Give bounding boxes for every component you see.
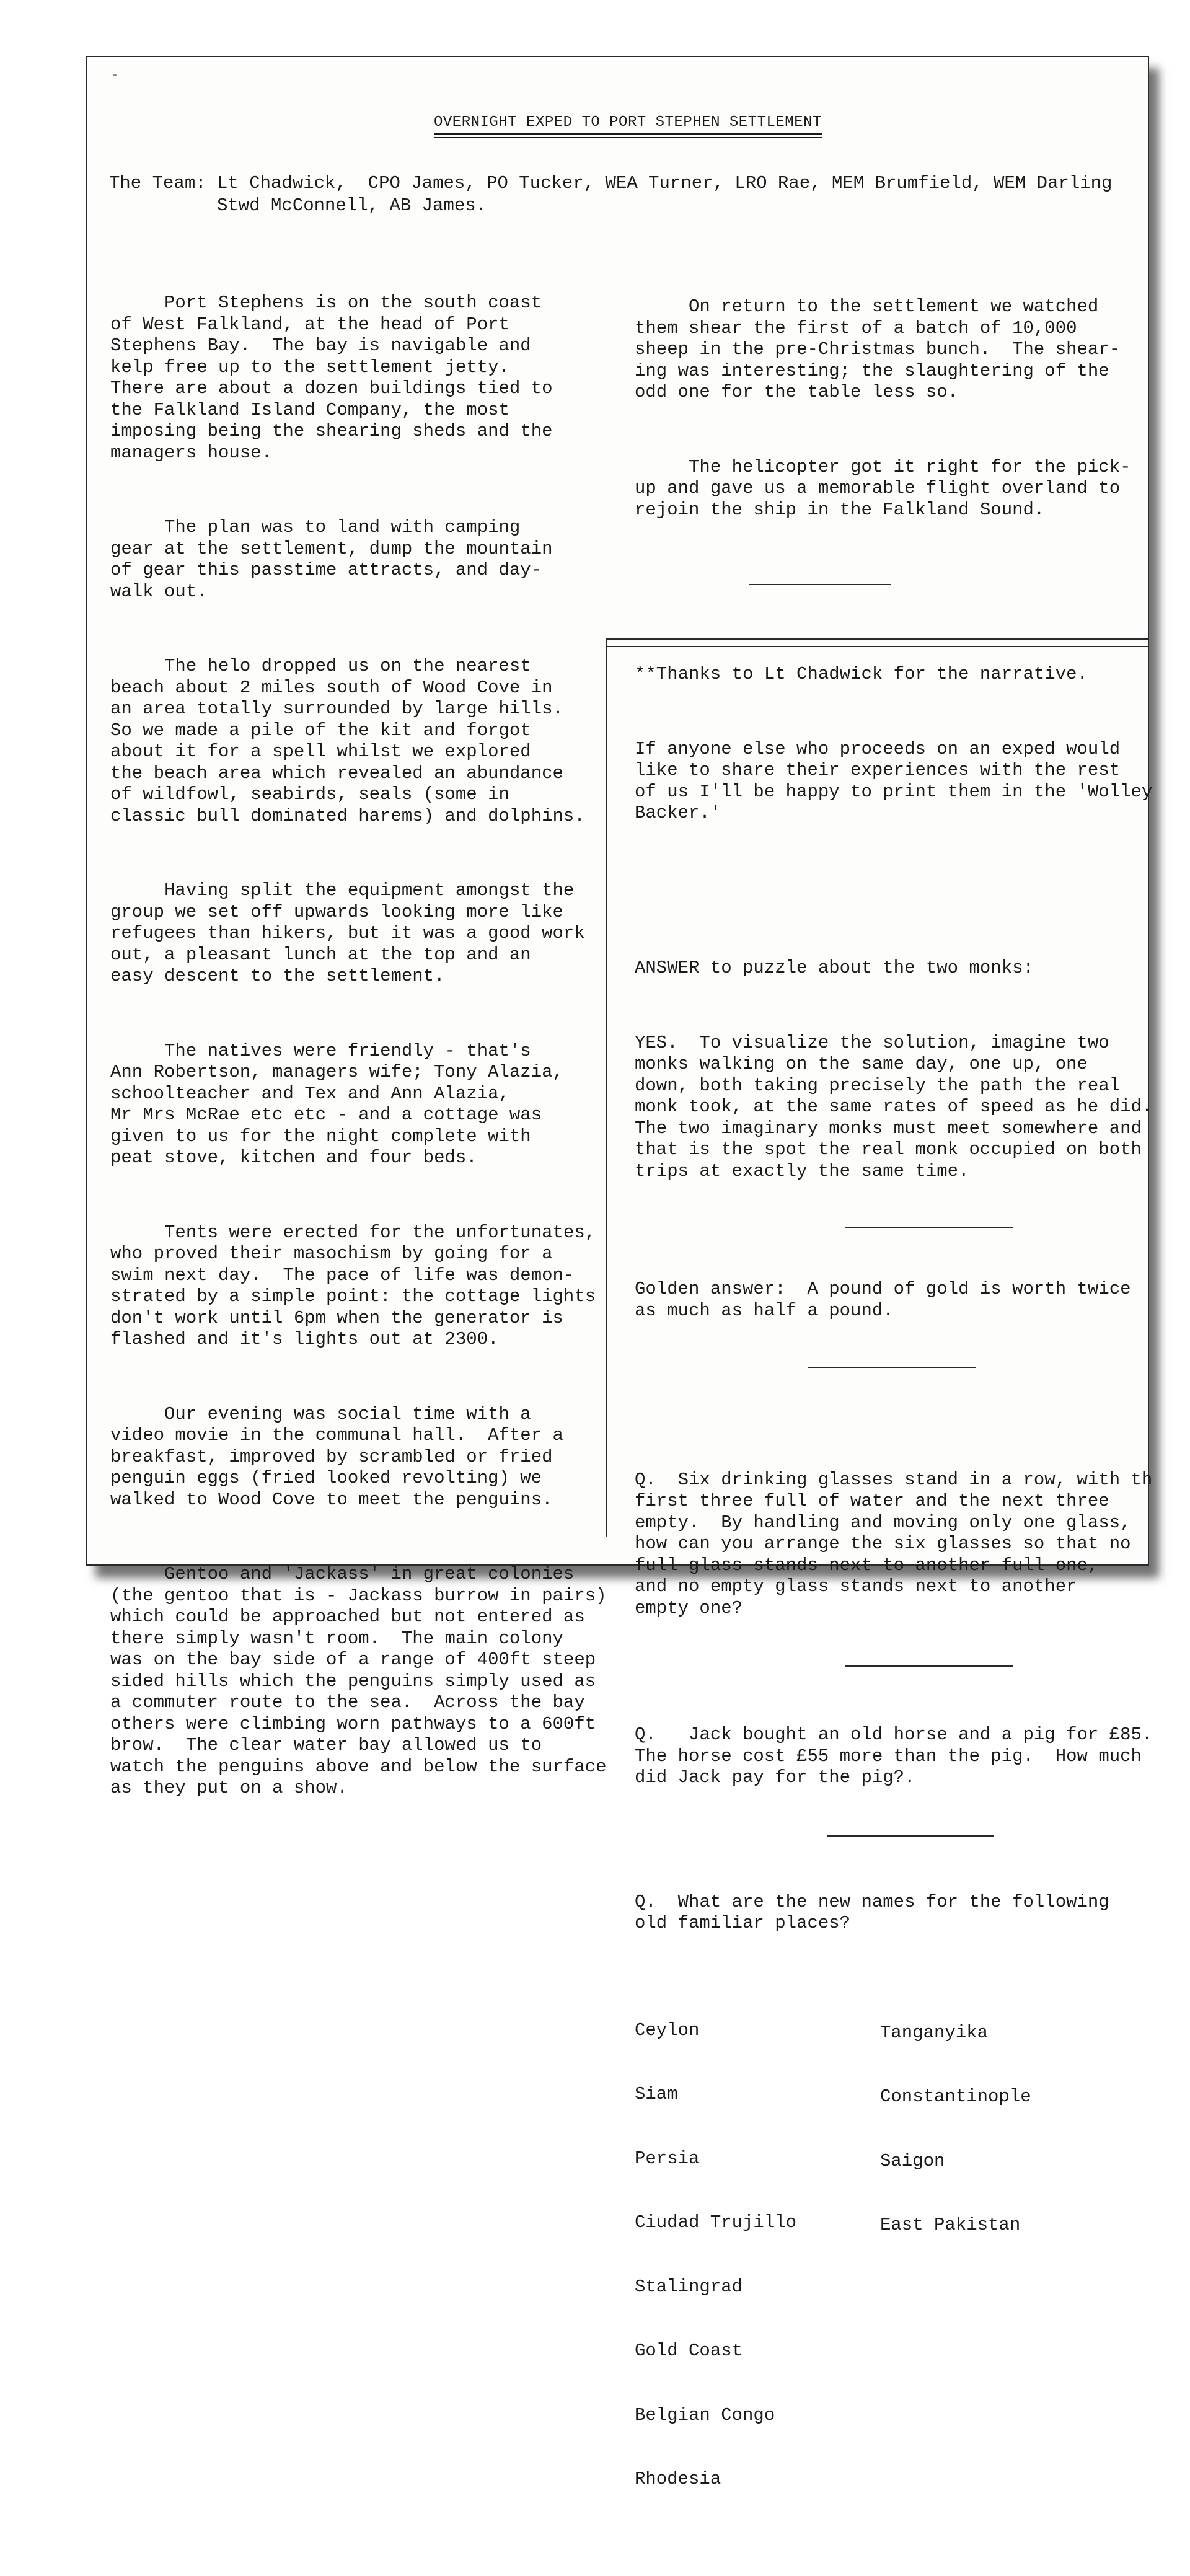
place-item: Persia bbox=[635, 2148, 700, 2169]
column-divider bbox=[606, 638, 607, 1537]
place-item: Constantinople bbox=[880, 2086, 1031, 2107]
place-item: Saigon bbox=[880, 2150, 945, 2171]
right-column bbox=[635, 254, 1153, 2576]
thanks-note: **Thanks to Lt Chadwick for the narrative. bbox=[635, 664, 1088, 684]
paragraph: Port Stephens is on the south coast of West Falkland, at the head of Port Stephens Bay. The bay is navigable and kelp free up to the settlement jetty. There are about a dozen buildings tied to the Falkland Island Company, the most imposing being the shearing sheds and the managers house. bbox=[110, 293, 553, 463]
question-glasses: Q. Six drinking glasses stand in a row, with th first three full of water and the next three empty. By handling and moving only one glass, how can you arrange the six glasses so that no full glass stands next to another full one, and no empty glass stands next to another empty one? bbox=[635, 1469, 1153, 1618]
paragraph: Tents were erected for the unfortunates, who proved their masochism by going for a swim next day. The pace of life was demon- strated by a simple point: the cottage lights don't work until 6pm when the generator is flashed and it's lights out at 2300. bbox=[110, 1222, 596, 1349]
question-places: Q. What are the new names for the following old familiar places? bbox=[635, 1891, 1109, 1933]
place-item: East Pakistan bbox=[880, 2215, 1021, 2235]
place-item: Siam bbox=[635, 2084, 678, 2104]
short-rule bbox=[808, 1367, 976, 1368]
team-line-2: Stwd McConnell, AB James. bbox=[217, 195, 487, 216]
golden-answer: Golden answer: A pound of gold is worth twice as much as half a pound. bbox=[635, 1279, 1131, 1321]
paragraph: Our evening was social time with a video movie in the communal hall. After a breakfast, improved by scrambled or fried penguin eggs (fried looked revolting) we walked to Wood Cove to meet the penguins. bbox=[110, 1403, 563, 1510]
question-horse: Q. Jack bought an old horse and a pig for £85. The horse cost £55 more than the pig. How much did Jack pay for the pig?. bbox=[635, 1724, 1153, 1788]
paragraph: The helicopter got it right for the pick- up and gave us a memorable flight overland to rejoin the ship in the Falkland Sound. bbox=[635, 456, 1131, 520]
paragraph: Gentoo and 'Jackass' in great colonies (the gentoo that is - Jackass burrow in pairs) which could be approached but not entered as there simply wasn't room. The main colony was on the bay side of a range of 400ft steep sided hills which the penguins simply used as a commuter route to the sea. Across the bay others were climbing worn pathways to a 600ft brow. The clear water bay allowed us to watch the penguins above and below the surface as they put on a show. bbox=[110, 1564, 607, 1798]
team-line-1: The Team: Lt Chadwick, CPO James, PO Tucker, WEA Turner, LRO Rae, MEM Brumfield, WEM Darling bbox=[109, 173, 1113, 193]
paragraph: On return to the settlement we watched them shear the first of a batch of 10,000 sheep in the pre-Christmas bunch. The shear- ing was interesting; the slaughtering of the odd one for the table less so. bbox=[635, 296, 1121, 402]
paragraph: The plan was to land with camping gear at the settlement, dump the mountain of gear this passtime attracts, and day- walk out. bbox=[110, 517, 553, 602]
invite-note: If anyone else who proceeds on an exped would like to share their experiences with the rest of us I'll be happy to print them in the 'Wolley Backer.' bbox=[635, 738, 1153, 823]
places-list bbox=[635, 1977, 1147, 2533]
newsletter-page bbox=[86, 56, 1153, 2489]
answer-heading: ANSWER to puzzle about the two monks: bbox=[635, 958, 1034, 978]
place-item: Ciudad Trujillo bbox=[635, 2212, 797, 2233]
ink-speck bbox=[113, 74, 117, 76]
short-rule bbox=[749, 584, 891, 585]
page-title: OVERNIGHT EXPED TO PORT STEPHEN SETTLEMENT bbox=[434, 114, 822, 135]
paragraph: Having split the equipment amongst the group we set off upwards looking more like refugees than hikers, but it was a good work out, a pleasant lunch at the top and an easy descent to the settlement. bbox=[110, 880, 585, 986]
places-left-column bbox=[635, 1977, 880, 2533]
paragraph: The natives were friendly - that's Ann Robertson, managers wife; Tony Alazia, schoolteacher and Tex and Ann Alazia, Mr Mrs McRae etc etc - and a cottage was given to us for the night complete with peat stove, kitchen and four beds. bbox=[110, 1040, 563, 1168]
place-item: Ceylon bbox=[635, 2019, 700, 2040]
answer-body: YES. To visualize the solution, imagine two monks walking on the same day, one up, one down, both taking precisely the path the real monk took, at the same rates of speed as he did. The two imaginary monks must meet somewhere and that is the spot the real monk occupied on both trips at exactly the same time. bbox=[635, 1032, 1153, 1181]
place-item: Belgian Congo bbox=[635, 2404, 775, 2425]
place-item: Gold Coast bbox=[635, 2340, 743, 2361]
places-right-column bbox=[880, 1977, 1126, 2533]
team-list bbox=[109, 172, 1138, 217]
place-item: Tanganyika bbox=[880, 2022, 989, 2043]
short-rule bbox=[827, 1835, 994, 1837]
left-column bbox=[110, 250, 656, 1853]
paragraph: The helo dropped us on the nearest beach about 2 miles south of Wood Cove in an area totally surrounded by large hills. So we made a pile of the kit and forgot about it for a spell whilst we explored the beach area which revealed an abundance of wildfowl, seabirds, seals (some in classic bull dominated harems) and dolphins. bbox=[110, 656, 585, 826]
place-item: Rhodesia bbox=[635, 2469, 721, 2489]
short-rule bbox=[845, 1227, 1013, 1228]
place-item: Stalingrad bbox=[635, 2276, 743, 2297]
short-rule bbox=[845, 1665, 1013, 1667]
